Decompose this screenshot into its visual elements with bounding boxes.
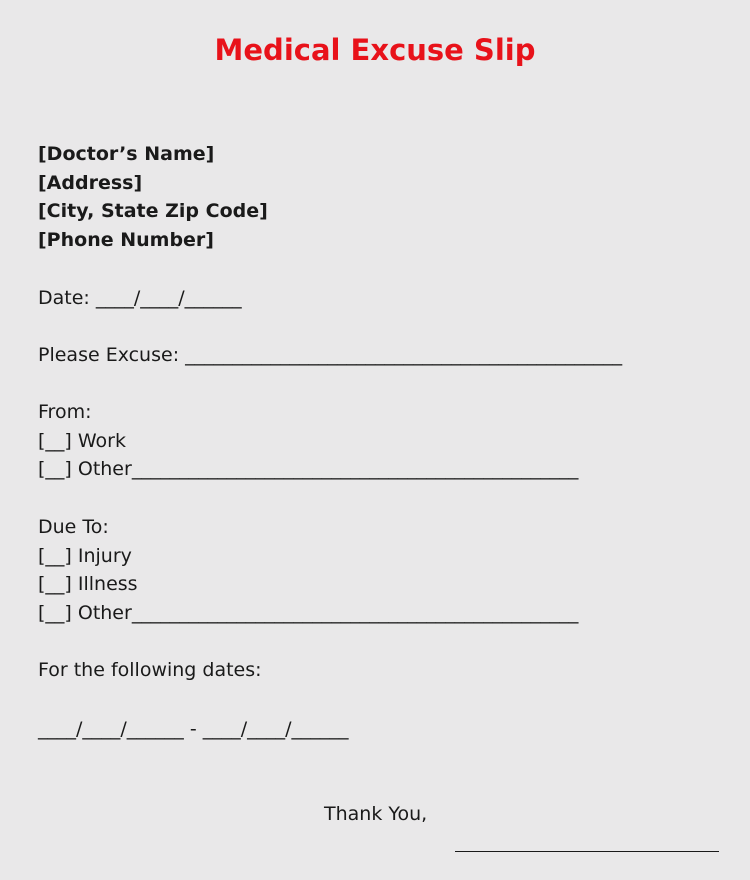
due-to-option-injury[interactable]: [__] Injury bbox=[38, 545, 132, 567]
doctor-phone: [Phone Number] bbox=[38, 229, 214, 251]
from-heading: From: bbox=[38, 401, 92, 423]
signature-line[interactable] bbox=[455, 851, 719, 852]
due-to-option-illness[interactable]: [__] Illness bbox=[38, 573, 138, 595]
due-to-option-other[interactable]: [__] Other_______________________________________________ bbox=[38, 602, 579, 624]
date-range-field[interactable]: ____/____/______ - ____/____/______ bbox=[38, 718, 349, 740]
document-title: Medical Excuse Slip bbox=[214, 33, 536, 67]
from-option-work[interactable]: [__] Work bbox=[38, 430, 126, 452]
from-option-other[interactable]: [__] Other_______________________________________________ bbox=[38, 458, 579, 480]
please-excuse-field[interactable]: Please Excuse: ______________________________________________ bbox=[38, 344, 623, 366]
doctor-city-state-zip: [City, State Zip Code] bbox=[38, 200, 268, 222]
date-field[interactable]: Date: ____/____/______ bbox=[38, 287, 242, 309]
doctor-name: [Doctor’s Name] bbox=[38, 143, 215, 165]
due-to-heading: Due To: bbox=[38, 516, 109, 538]
doctor-address: [Address] bbox=[38, 172, 143, 194]
following-dates-label: For the following dates: bbox=[38, 659, 262, 681]
closing-text: Thank You, bbox=[324, 803, 428, 825]
